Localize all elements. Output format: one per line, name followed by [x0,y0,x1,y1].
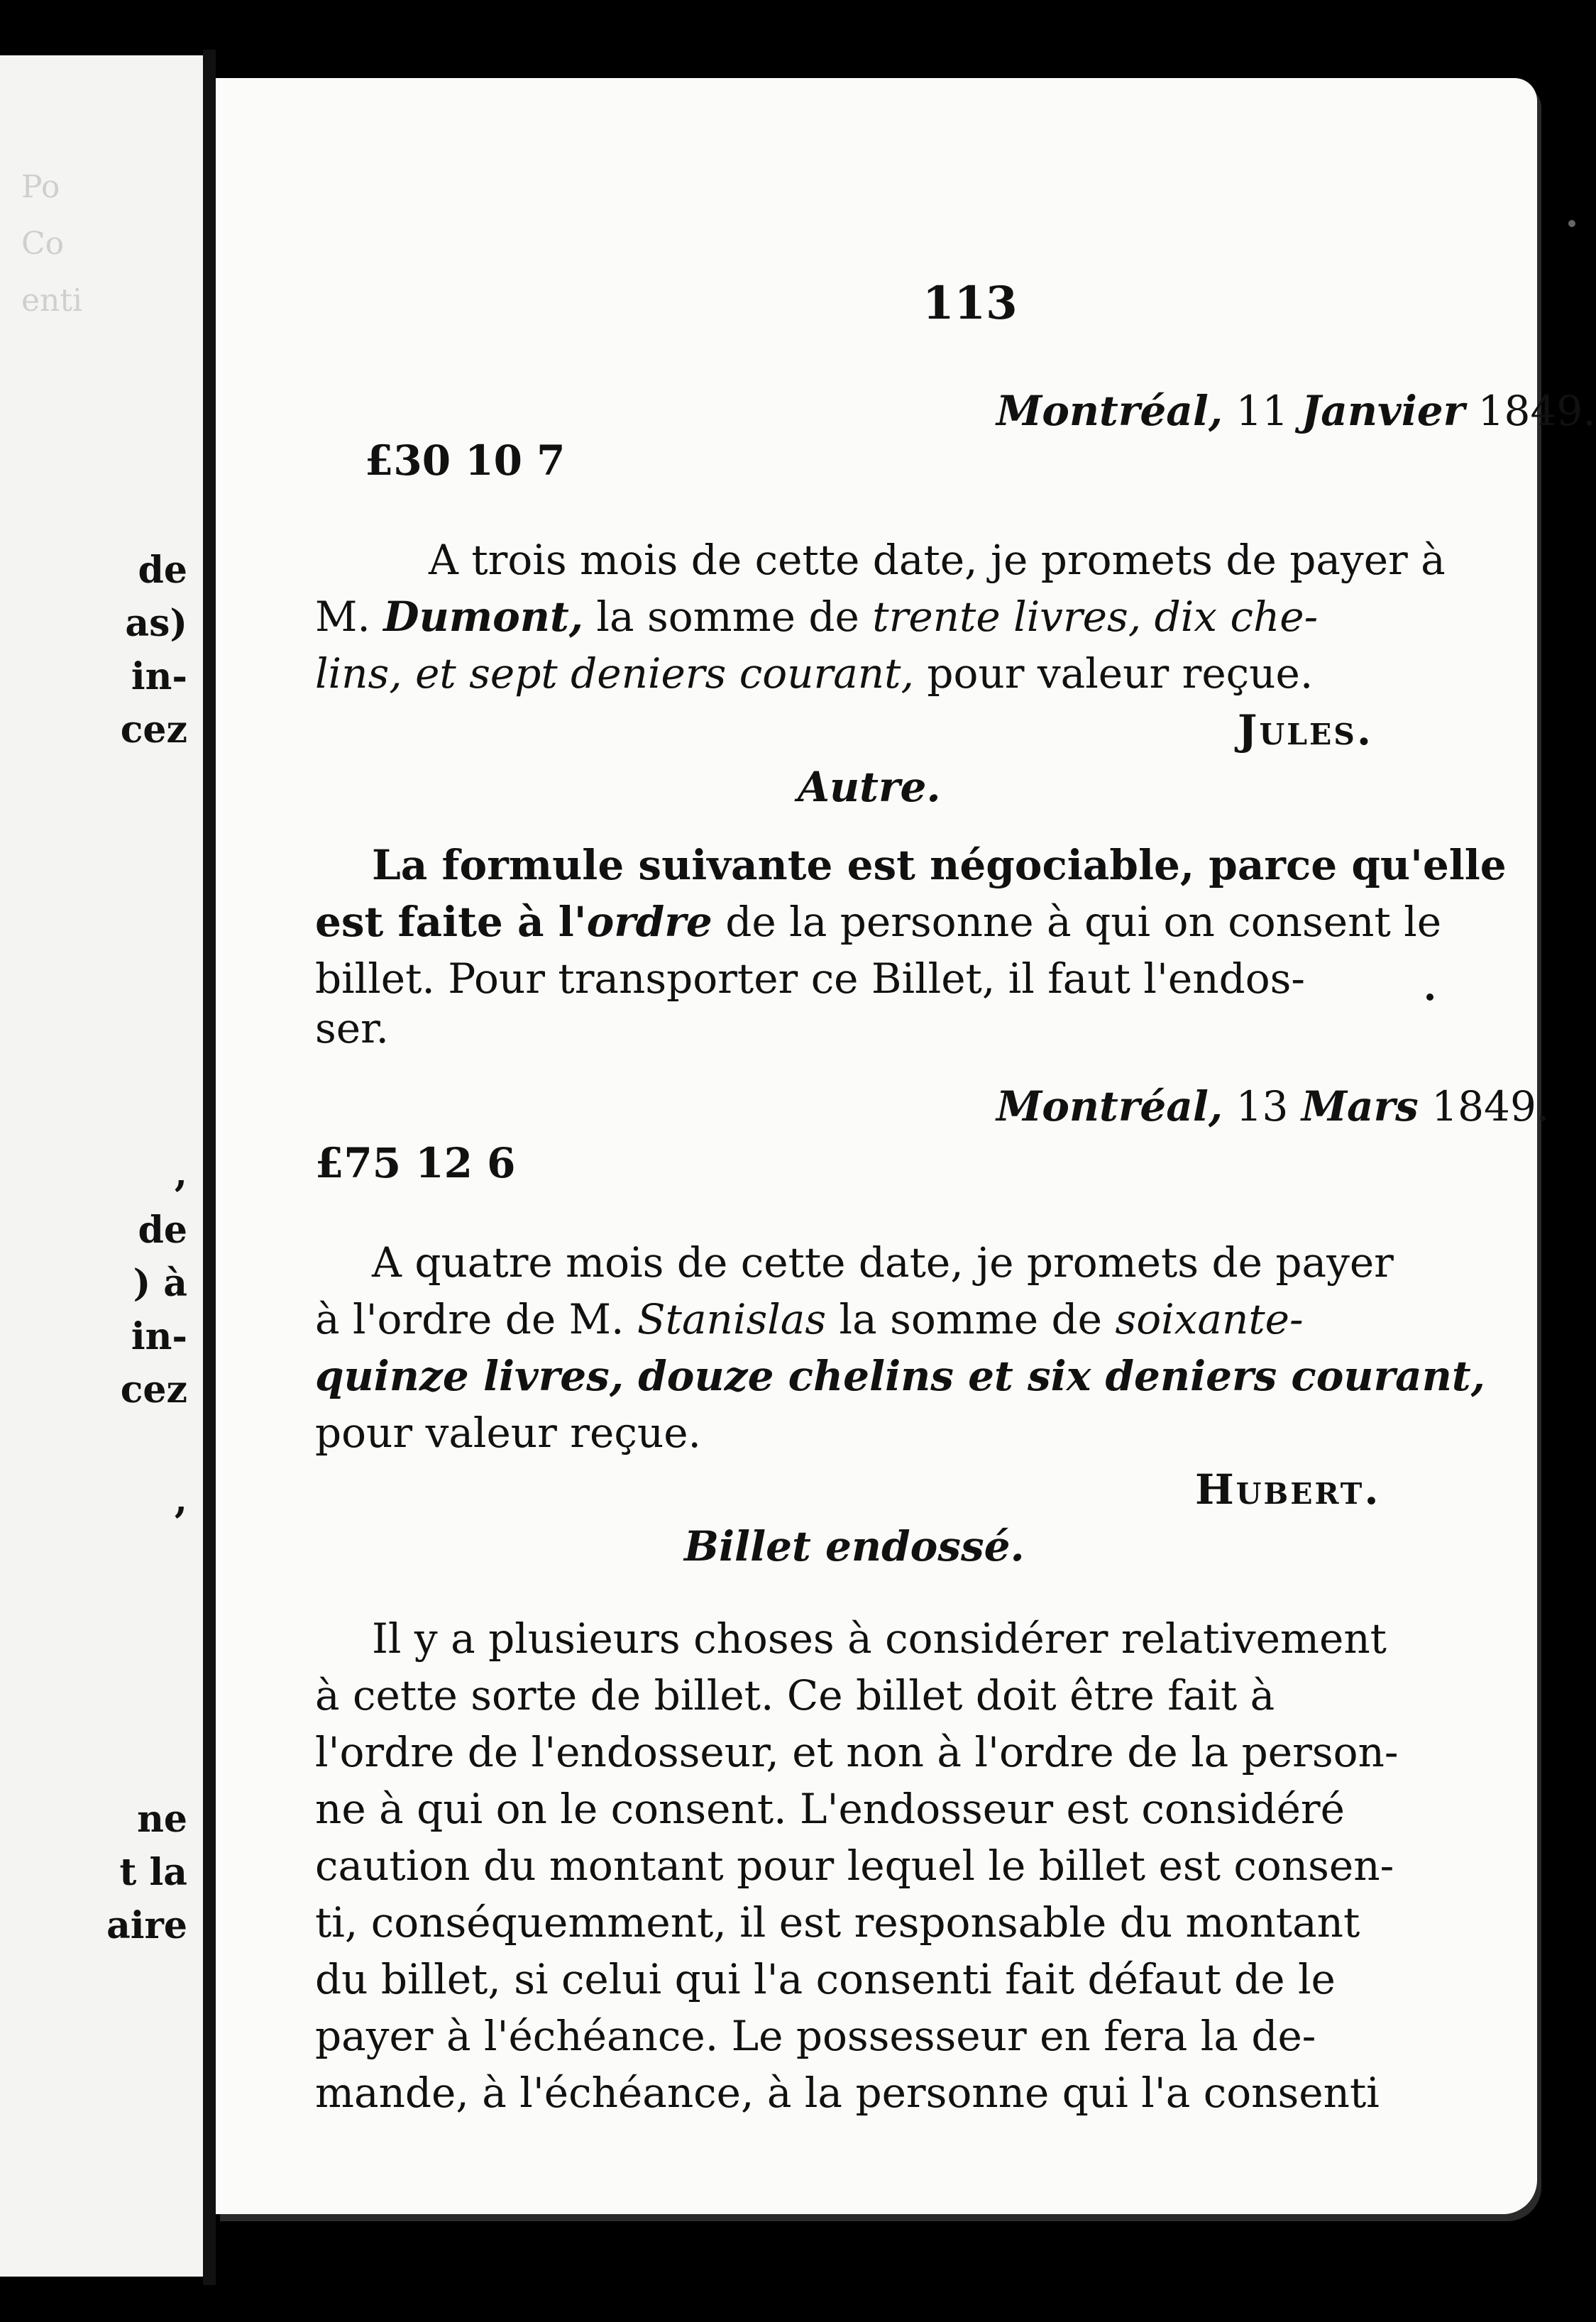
note2-amount: £75 12 6 [315,1139,516,1187]
para-endosse-line: caution du montant pour lequel le billet est consen- [315,1842,1394,1890]
left-fragment: de [138,1209,187,1252]
book-spine [203,50,216,2285]
left-fragment: aire [106,1904,187,1947]
note2-line: pour valeur reçue. [315,1409,701,1457]
page-number: 113 [923,277,1018,330]
note2-dateline: Montréal, 13 Mars 1849. [996,1082,1550,1130]
speck [1426,994,1433,1001]
note1-signature: Jules. [1238,706,1374,754]
bleed-through-text: Po [21,169,60,205]
bleed-through-text: Co [21,226,65,262]
note2-line: quinze livres, douze chelins et six deniers courant, [315,1352,1485,1400]
note2-signature: Hubert. [1195,1465,1381,1514]
note1-amount: £30 10 7 [365,436,566,485]
left-fragment: de [138,549,187,592]
note1-line: M. Dumont, la somme de trente livres, dix che- [315,593,1319,641]
facing-page [0,55,203,2277]
para-negociable-line: ser. [315,1004,389,1052]
para-endosse-line: du billet, si celui qui l'a consenti fait défaut de le [315,1955,1336,2003]
note1-line: lins, et sept deniers courant, pour valeur reçue. [315,649,1314,698]
left-fragment: t la [119,1851,187,1894]
note1-line: A trois mois de cette date, je promets de payer à [429,536,1446,584]
para-endosse-line: mande, à l'échéance, à la personne qui l'a consenti [315,2069,1380,2117]
para-endosse-line: Il y a plusieurs choses à considérer relativement [372,1614,1387,1663]
para-negociable-line: est faite à l'ordre de la personne à qui on consent le [315,898,1442,946]
heading-autre: Autre. [798,763,941,811]
note1-dateline: Montréal, 11 Janvier 1849. [996,387,1596,435]
left-fragment: , [174,1152,187,1195]
left-fragment: cez [120,708,187,752]
para-endosse-line: à cette sorte de billet. Ce billet doit être fait à [315,1671,1275,1720]
para-endosse-line: ne à qui on le consent. L'endosseur est considéré [315,1785,1345,1833]
left-fragment: , [174,1478,187,1522]
left-fragment: in- [131,1315,187,1358]
left-fragment: cez [120,1368,187,1412]
left-fragment: ne [137,1798,187,1841]
para-negociable-line: billet. Pour transporter ce Billet, il faut l'endos- [315,954,1305,1003]
para-endosse-line: ti, conséquemment, il est responsable du montant [315,1898,1360,1947]
book-page [216,78,1596,2214]
heading-billet-endosse: Billet endossé. [684,1522,1025,1570]
para-endosse-line: l'ordre de l'endosseur, et non à l'ordre de la person- [315,1728,1399,1776]
para-negociable-line: La formule suivante est négociable, parce qu'elle [372,841,1507,889]
note2-line: à l'ordre de M. Stanislas la somme de soixante- [315,1295,1304,1343]
para-endosse-line: payer à l'échéance. Le possesseur en fera la de- [315,2012,1316,2060]
left-fragment: in- [131,655,187,698]
note2-line: A quatre mois de cette date, je promets de payer [372,1238,1394,1287]
left-fragment: as) [125,602,187,645]
left-fragment: ) à [133,1262,187,1305]
bleed-through-text: enti [21,282,83,319]
speck [1568,220,1575,227]
